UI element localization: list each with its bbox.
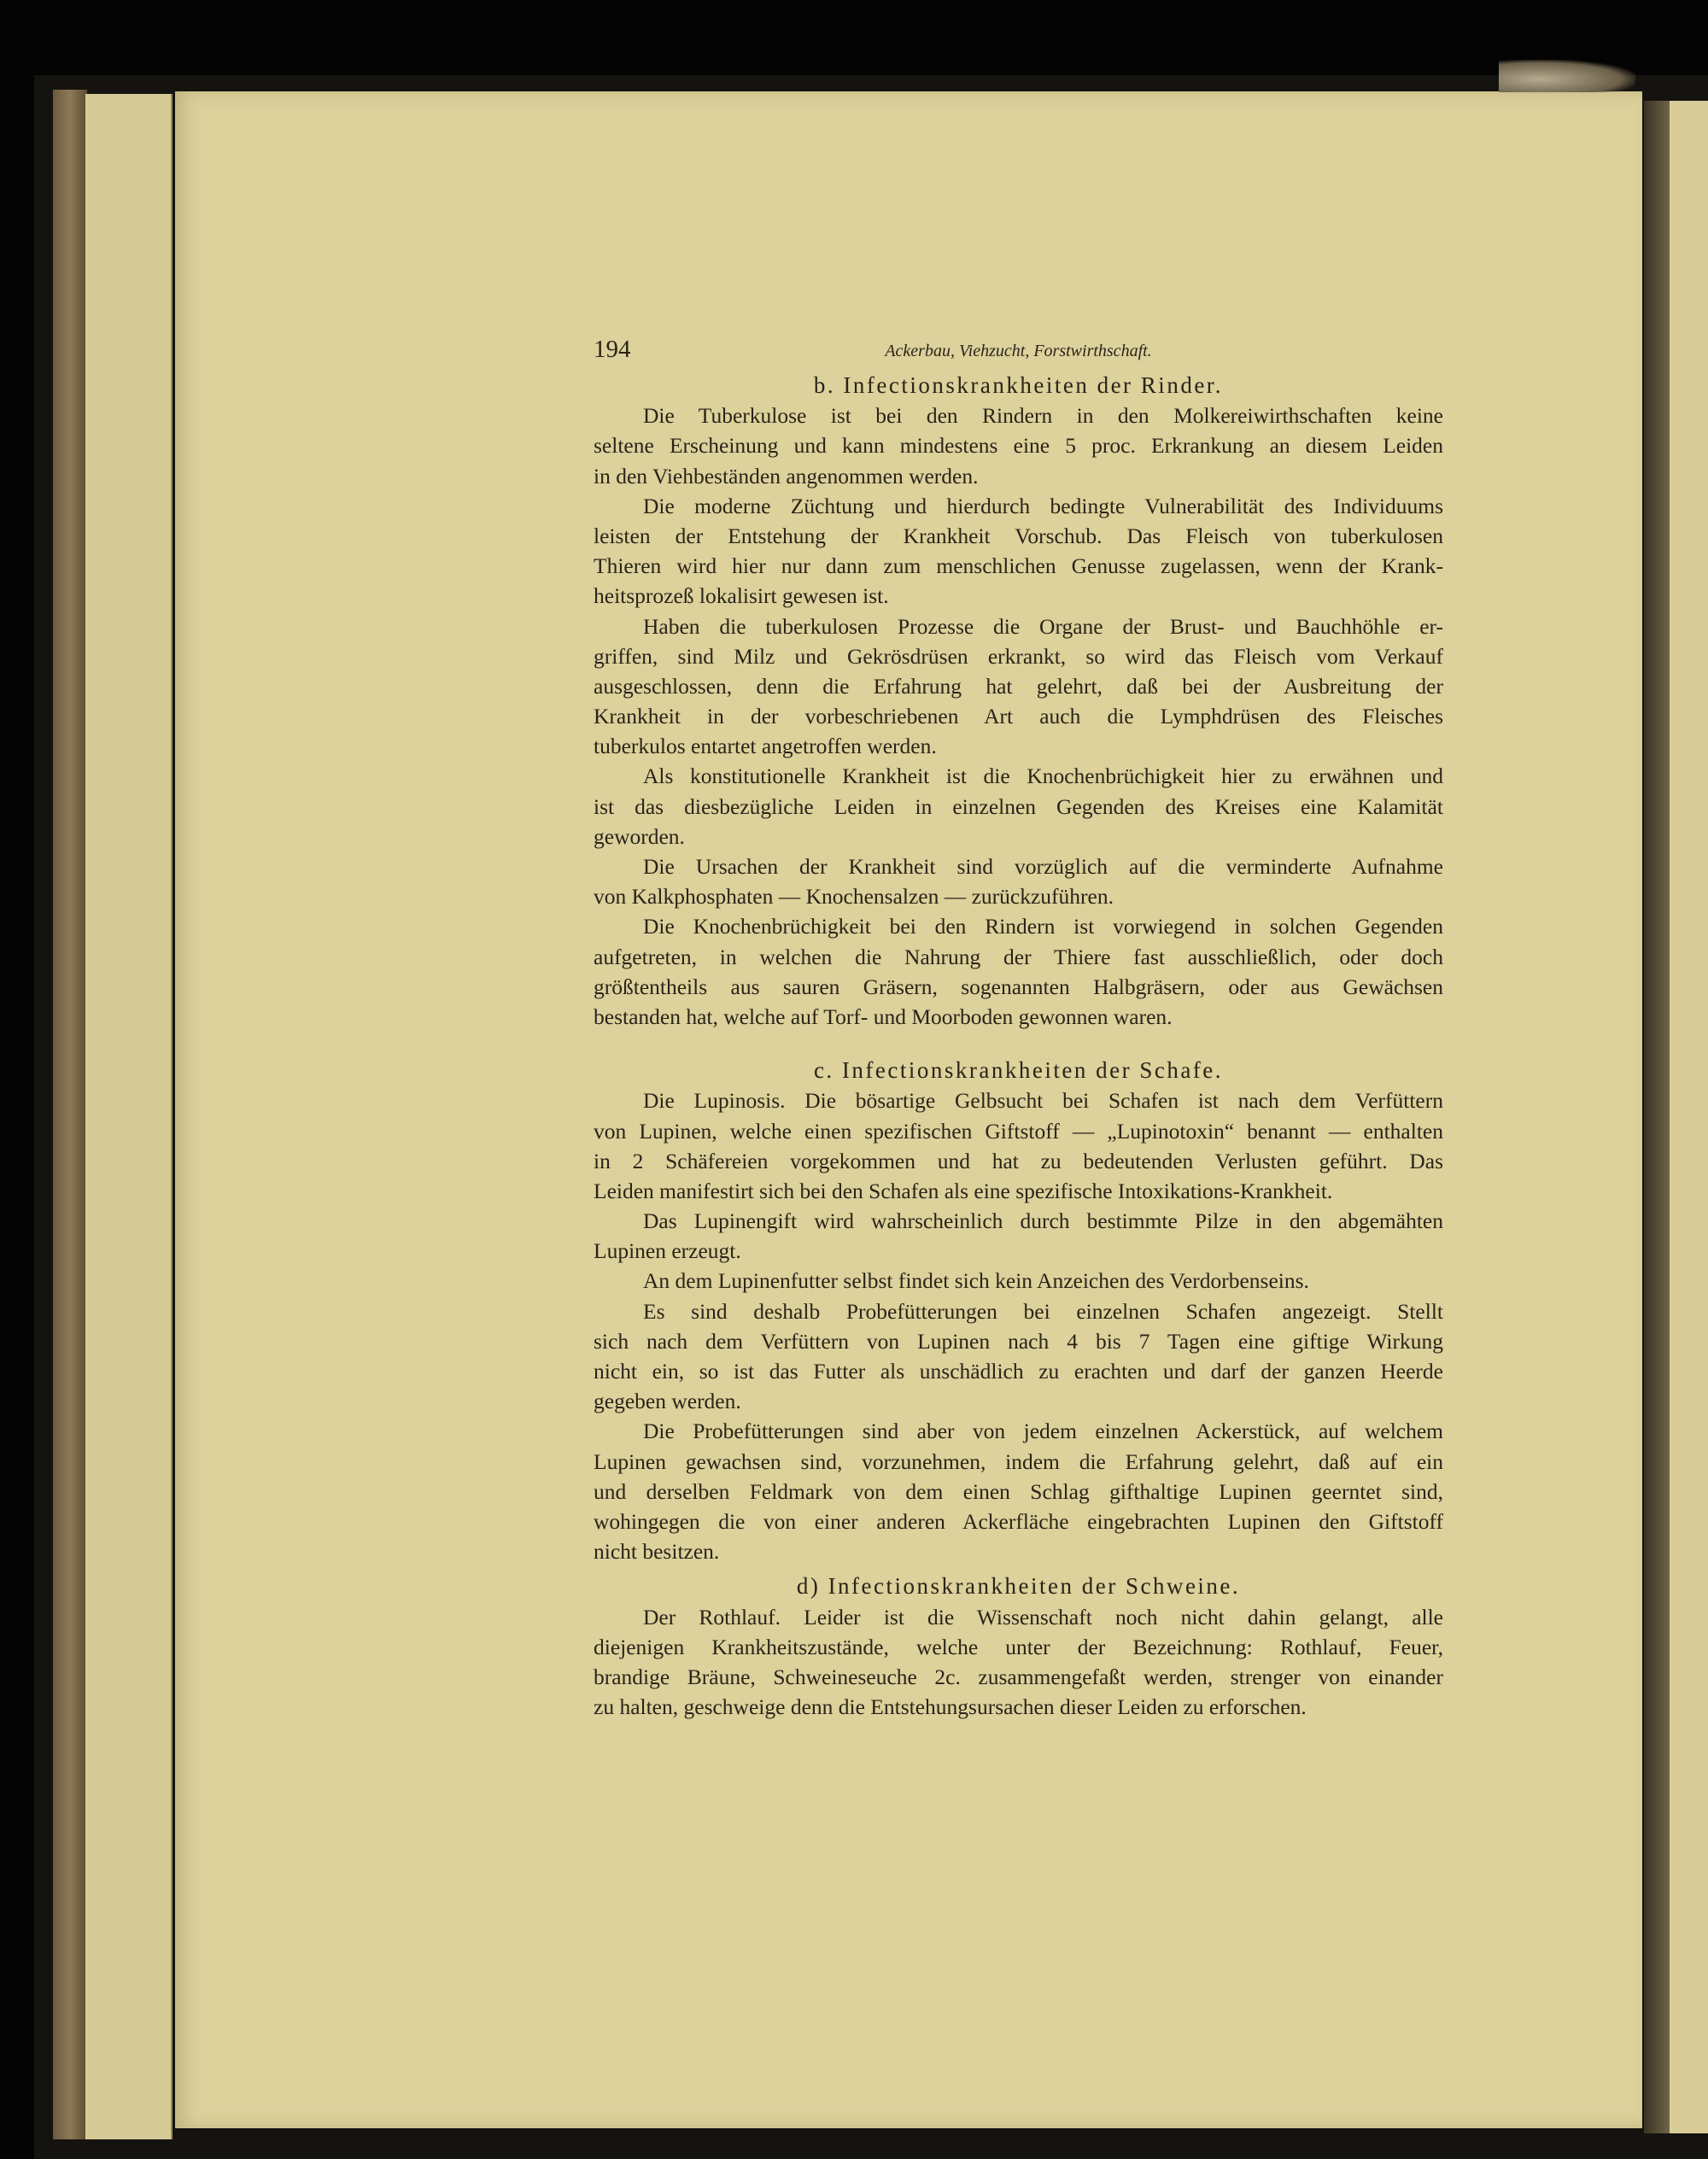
text-line: Thieren wird hier nur dann zum menschlichen Genusse zugelassen, wenn der Krank- (594, 553, 1443, 579)
text-line: Der Rothlauf. Leider ist die Wissenschaft noch nicht dahin gelangt, alle (643, 1604, 1443, 1629)
paragraph (594, 1296, 1443, 1417)
text-line: Lupinen gewachsen sind, vorzunehmen, indem die Erfahrung gelehrt, daß auf ein (594, 1448, 1443, 1474)
page-number: 194 (594, 336, 631, 363)
text-line: größtentheils aus sauren Gräsern, sogenannten Halbgräsern, oder aus Gewächsen (594, 974, 1443, 999)
text-line: Die Knochenbrüchigkeit bei den Rindern ist vorwiegend in solchen Gegenden (643, 914, 1443, 939)
text-line: tuberkulos entartet angetroffen werden. (594, 734, 937, 759)
text-line: nicht besitzen. (594, 1539, 720, 1565)
paragraph (594, 1602, 1443, 1723)
text-line: Lupinen erzeugt. (594, 1238, 741, 1264)
text-line: bestanden hat, welche auf Torf- und Moorboden gewonnen waren. (594, 1003, 1173, 1029)
text-line: aufgetreten, in welchen die Nahrung der Thiere fast ausschließlich, oder doch (594, 944, 1443, 969)
paragraph (594, 1085, 1443, 1206)
book-binding-edge (53, 90, 87, 2139)
text-line: griffen, sind Milz und Gekrösdrüsen erkrankt, so wird das Fleisch vom Verkauf (594, 643, 1443, 669)
paragraph (594, 1416, 1443, 1566)
paragraph (594, 611, 1443, 762)
text-line: von Kalkphosphaten — Knochensalzen — zurückzuführen. (594, 884, 1114, 910)
text-line: und derselben Feldmark von dem einen Schlag gifthaltige Lupinen geerntet sind, (594, 1478, 1443, 1504)
text-line: Es sind deshalb Probefütterungen bei einzelnen Schafen angezeigt. Stellt (643, 1298, 1443, 1324)
text-line: An dem Lupinenfutter selbst findet sich kein Anzeichen des Verdorbenseins. (643, 1268, 1309, 1294)
text-line: brandige Bräune, Schweineseuche 2c. zusammengefaßt werden, strenger von einander (594, 1664, 1443, 1689)
text-line: geworden. (594, 823, 685, 849)
text-line: sich nach dem Verfüttern von Lupinen nach 4 bis 7 Tagen eine giftige Wirkung (594, 1328, 1443, 1354)
paragraph (594, 851, 1443, 911)
text-line: Die Tuberkulose ist bei den Rindern in den Molkereiwirthschaften keine (643, 403, 1443, 429)
text-line: nicht ein, so ist das Futter als unschädlich zu erachten und darf der ganzen Heerde (594, 1359, 1443, 1384)
text-line: Als konstitutionelle Krankheit ist die Knochenbrüchigkeit hier zu erwähnen und (643, 764, 1443, 789)
text-line: heitsprozeß lokalisirt gewesen ist. (594, 583, 889, 609)
text-line: Die Lupinosis. Die bösartige Gelbsucht bei Schafen ist nach dem Verfüttern (643, 1088, 1443, 1114)
text-line: ist das diesbezügliche Leiden in einzelnen Gegenden des Kreises eine Kalamität (594, 793, 1443, 819)
text-line: Leiden manifestirt sich bei den Schafen als eine spezifische Intoxikations-Krankheit. (594, 1178, 1333, 1203)
body-flow (594, 371, 1443, 1722)
running-header (594, 335, 1443, 371)
running-title: Ackerbau, Viehzucht, Forstwirthschaft. (885, 342, 1152, 360)
section-heading: b. Infectionskrankheiten der Rinder. (813, 372, 1224, 398)
section-heading: d) Infectionskrankheiten der Schweine. (796, 1573, 1241, 1600)
text-line: leisten der Entstehung der Krankheit Vorschub. Das Fleisch von tuberkulosen (594, 523, 1443, 548)
text-line: seltene Erscheinung und kann mindestens eine 5 proc. Erkrankung an diesem Leiden (594, 433, 1443, 459)
text-line: ausgeschlossen, denn die Erfahrung hat gelehrt, daß bei der Ausbreitung der (594, 673, 1443, 699)
paragraph (594, 761, 1443, 851)
text-line: Haben die tuberkulosen Prozesse die Organe der Brust- und Bauchhöhle er- (643, 613, 1443, 639)
text-line: Die Probefütterungen sind aber von jedem einzelnen Ackerstück, auf welchem (643, 1419, 1443, 1444)
text-line: Krankheit in der vorbeschriebenen Art auch die Lymphdrüsen des Fleisches (594, 704, 1443, 729)
text-line: Die Ursachen der Krankheit sind vorzüglich auf die verminderte Aufnahme (643, 854, 1443, 879)
text-line: in 2 Schäfereien vorgekommen und hat zu bedeutenden Verlusten geführt. Das (594, 1148, 1443, 1173)
text-line: von Lupinen, welche einen spezifischen Giftstoff — „Lupinotoxin“ benannt — enthalten (594, 1118, 1443, 1144)
text-line: in den Viehbeständen angenommen werden. (594, 463, 979, 489)
paragraph (594, 1266, 1443, 1296)
page-gutter-shadow (1644, 101, 1670, 2133)
torn-paper-fragment (1499, 60, 1635, 92)
text-line: zu halten, geschweige denn die Entstehungsursachen dieser Leiden zu erforschen. (594, 1694, 1307, 1720)
next-page-edge (1670, 101, 1708, 2133)
text-line: gegeben werden. (594, 1389, 741, 1414)
previous-page-edge (85, 94, 173, 2139)
text-line: Die moderne Züchtung und hierdurch bedingte Vulnerabilität des Individuums (643, 493, 1443, 518)
text-line: wohingegen die von einer anderen Ackerfläche eingebrachten Lupinen den Giftstoff (594, 1508, 1443, 1534)
section-heading: c. Infectionskrankheiten der Schafe. (813, 1057, 1224, 1084)
page-text (594, 335, 1443, 1722)
text-line: Das Lupinengift wird wahrscheinlich durch bestimmte Pilze in den abgemähten (643, 1208, 1443, 1234)
paragraph (594, 491, 1443, 611)
paragraph (594, 401, 1443, 491)
text-line: diejenigen Krankheitszustände, welche unter der Bezeichnung: Rothlauf, Feuer, (594, 1634, 1443, 1659)
paragraph (594, 1206, 1443, 1266)
paragraph (594, 911, 1443, 1032)
